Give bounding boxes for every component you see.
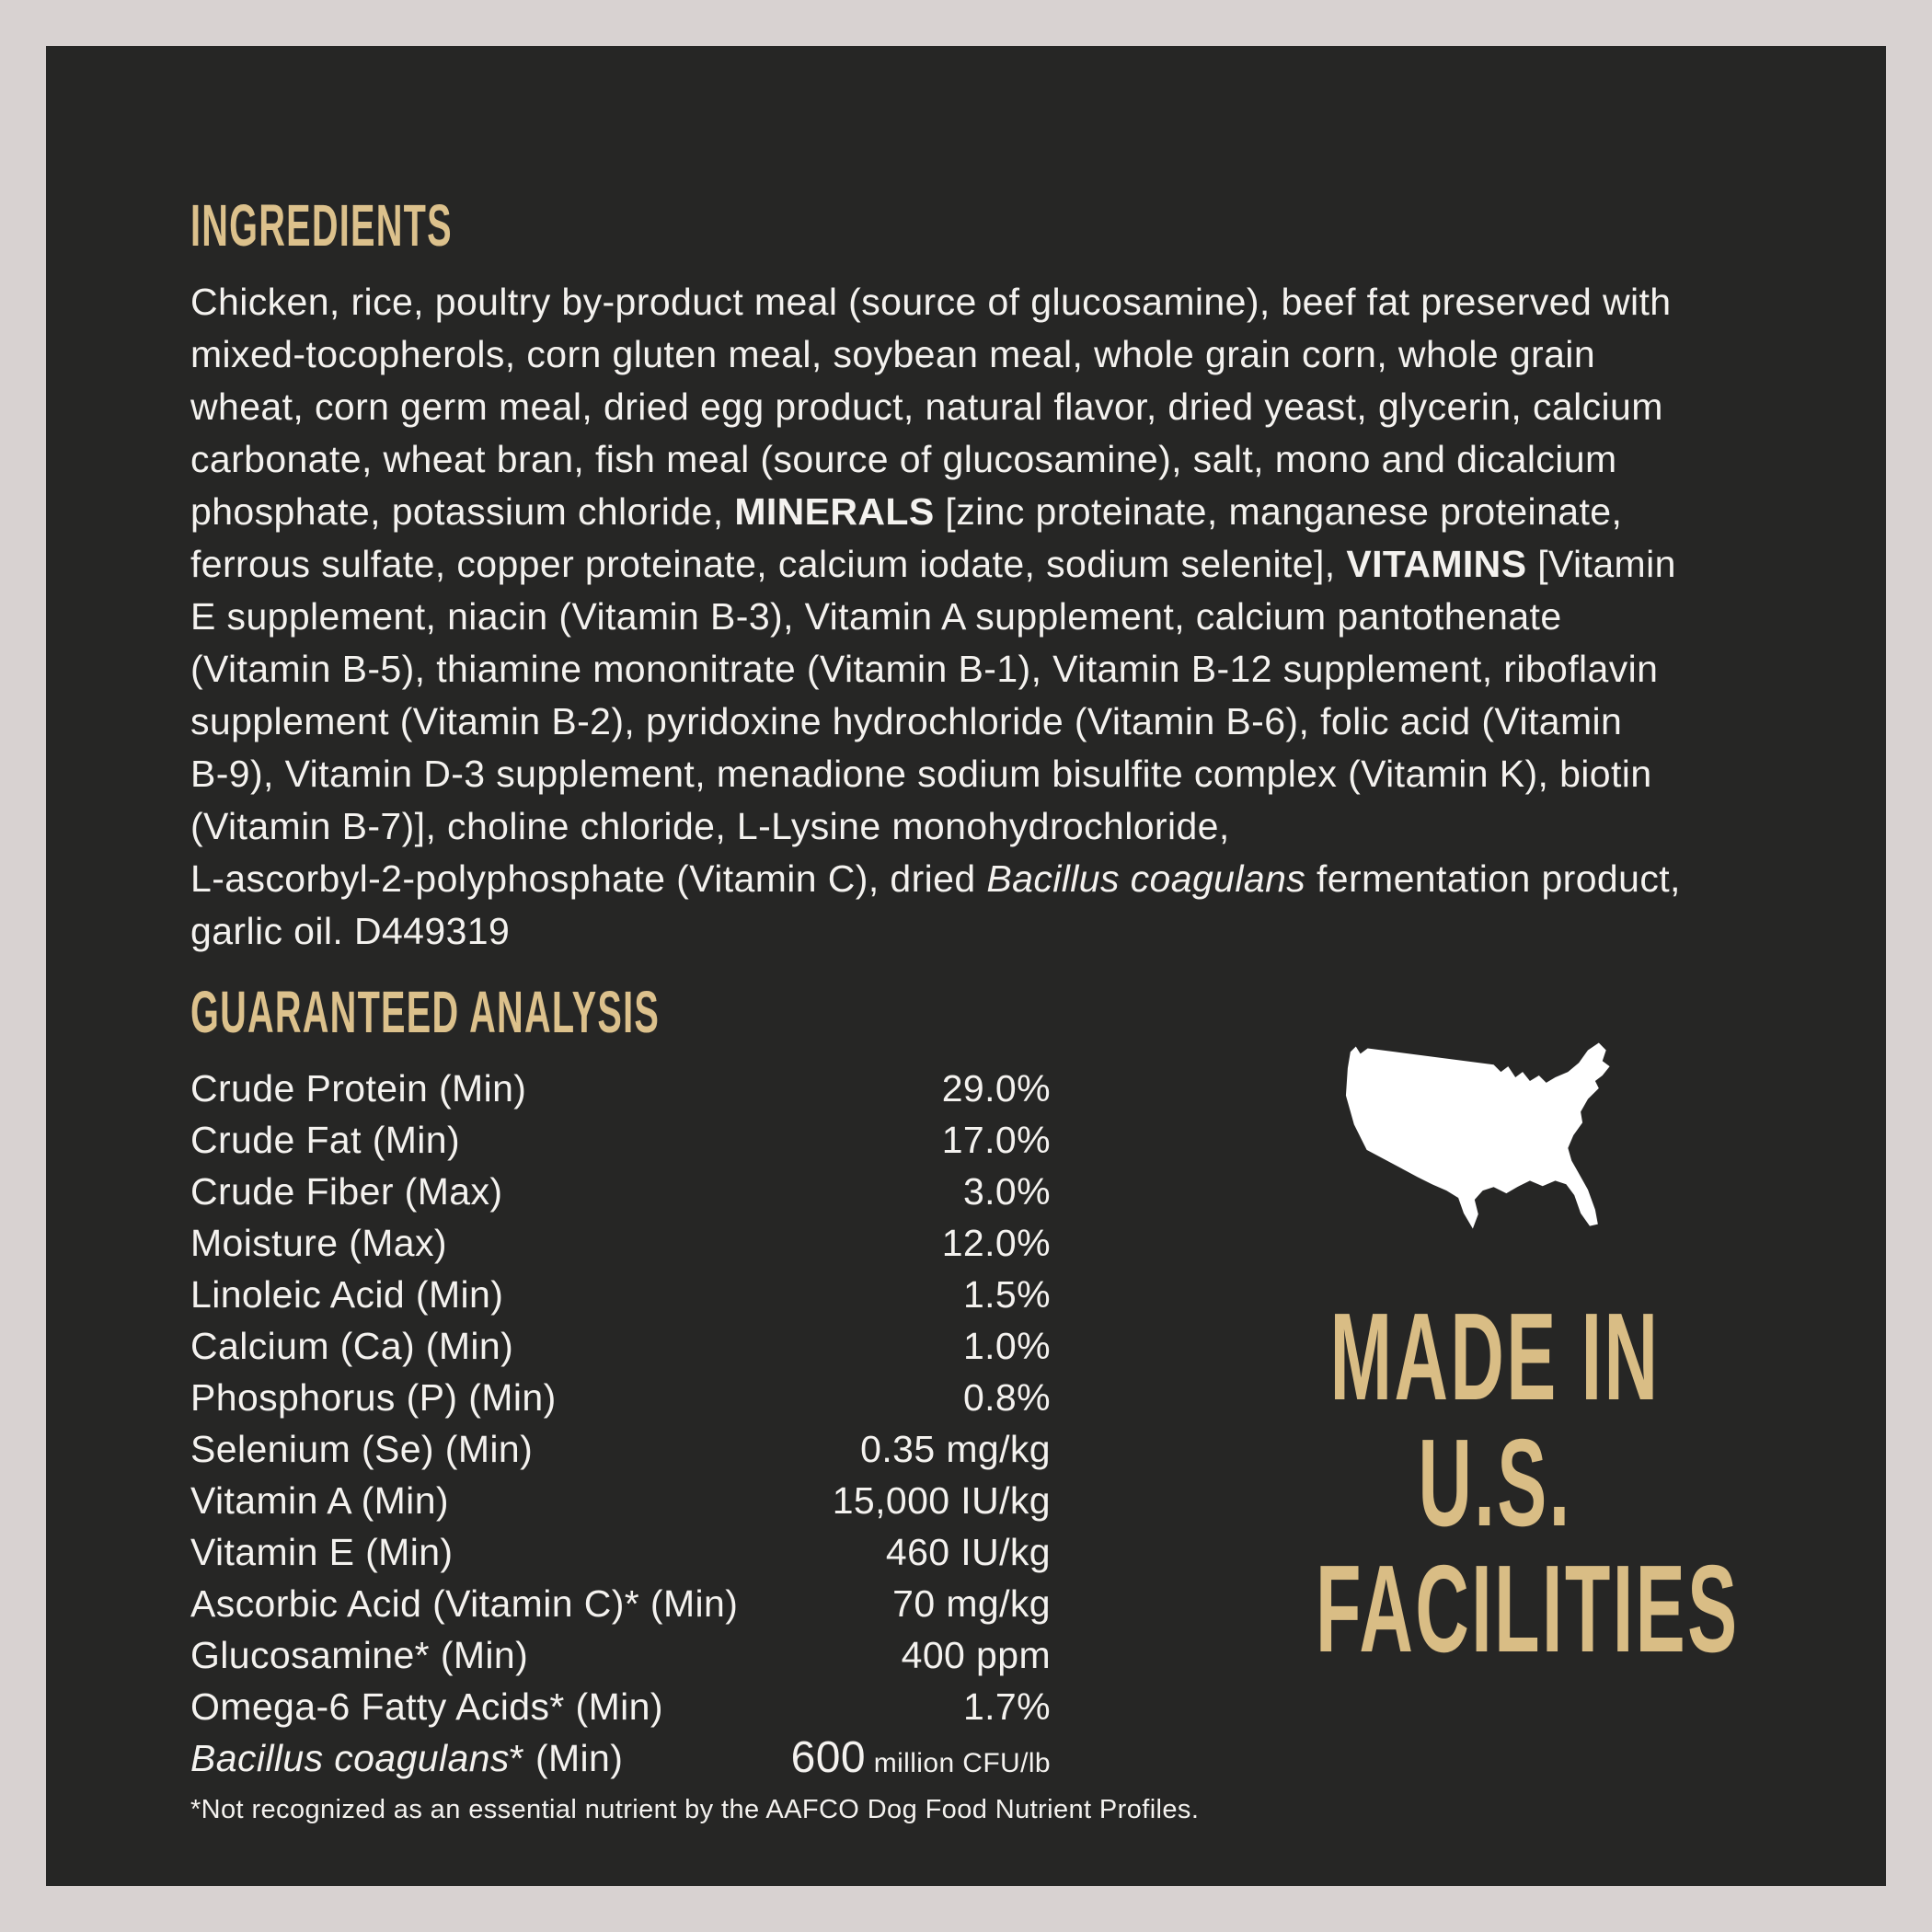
- guaranteed-analysis-table: [190, 1063, 1051, 1784]
- analysis-row: [190, 1578, 1051, 1629]
- made-in-us-badge: [1196, 1038, 1794, 1678]
- analysis-row-value: [963, 1681, 1051, 1732]
- analysis-row-label: [190, 1217, 447, 1269]
- us-line: U.S.: [1418, 1413, 1572, 1552]
- analysis-row-value: [963, 1269, 1051, 1320]
- text-segment: 0.35 mg/kg: [860, 1428, 1051, 1470]
- analysis-row-value: [942, 1063, 1051, 1114]
- ingredients-line: [190, 433, 1874, 486]
- analysis-row-label: [190, 1166, 502, 1217]
- ingredients-text: [190, 276, 1874, 958]
- text-segment: Phosphorus (P) (Min): [190, 1376, 557, 1419]
- analysis-row-label: [190, 1681, 663, 1732]
- text-segment: (Vitamin B-7)], choline chloride, L-Lysine monohydrochloride,: [190, 805, 1230, 847]
- text-segment: 17.0%: [941, 1119, 1051, 1161]
- label-panel: [46, 46, 1886, 1886]
- text-segment: Bacillus coagulans: [986, 857, 1306, 900]
- analysis-row: [190, 1114, 1051, 1166]
- usa-map-icon: [1341, 1038, 1650, 1240]
- text-segment: Moisture (Max): [190, 1222, 447, 1264]
- analysis-row: [190, 1217, 1051, 1269]
- text-segment: ferrous sulfate, copper proteinate, calcium iodate, sodium selenite],: [190, 543, 1347, 585]
- text-segment: Vitamin E (Min): [190, 1531, 454, 1573]
- text-segment: Glucosamine* (Min): [190, 1634, 529, 1676]
- text-segment: carbonate, wheat bran, fish meal (source of glucosamine), salt, mono and dicalcium: [190, 438, 1617, 480]
- ingredients-line: [190, 486, 1874, 538]
- text-segment: 70 mg/kg: [892, 1582, 1051, 1625]
- analysis-row: [190, 1372, 1051, 1423]
- text-segment: 3.0%: [962, 1170, 1051, 1213]
- text-segment: 460 IU/kg: [885, 1531, 1051, 1573]
- text-segment: 15,000 IU/kg: [832, 1479, 1051, 1522]
- ingredients-line: [190, 748, 1874, 800]
- text-segment: MINERALS: [734, 490, 935, 533]
- analysis-row-value: [963, 1320, 1051, 1372]
- text-segment: 0.8%: [962, 1376, 1051, 1419]
- text-segment: Calcium (Ca) (Min): [190, 1325, 514, 1367]
- aafco-footnote: *Not recognized as an essential nutrient by the AAFCO Dog Food Nutrient Profiles.: [190, 1795, 1200, 1824]
- made-in-line: MADE IN: [1329, 1287, 1661, 1426]
- ingredients-line: [190, 328, 1874, 381]
- ingredients-line: [190, 800, 1874, 853]
- text-segment: * (Min): [509, 1737, 624, 1779]
- analysis-row-label: [190, 1578, 738, 1629]
- facilities-line: FACILITIES: [1316, 1539, 1740, 1678]
- ingredients-heading-text: INGREDIENTS: [190, 192, 453, 259]
- analysis-row-value: [963, 1372, 1051, 1423]
- ingredients-line: [190, 381, 1874, 433]
- text-segment: Crude Protein (Min): [190, 1067, 527, 1110]
- text-segment: Omega-6 Fatty Acids* (Min): [190, 1685, 663, 1728]
- text-segment: phosphate, potassium chloride,: [190, 490, 735, 533]
- text-segment: 12.0%: [941, 1222, 1051, 1264]
- text-segment: mixed-tocopherols, corn gluten meal, soybean meal, whole grain corn, whole grain: [190, 333, 1596, 375]
- text-segment: [zinc proteinate, manganese proteinate,: [934, 490, 1623, 533]
- text-segment: E supplement, niacin (Vitamin B-3), Vitamin A supplement, calcium pantothenate: [190, 595, 1562, 638]
- text-segment: Selenium (Se) (Min): [190, 1428, 534, 1470]
- text-segment: VITAMINS: [1346, 543, 1527, 585]
- text-segment: 1.0%: [962, 1325, 1051, 1367]
- guaranteed-analysis-heading-text: GUARANTEED ANALYSIS: [190, 979, 661, 1045]
- text-segment: Ascorbic Acid (Vitamin C)* (Min): [190, 1582, 739, 1625]
- text-segment: 400 ppm: [901, 1634, 1051, 1676]
- text-segment: [Vitamin: [1526, 543, 1676, 585]
- ingredients-line: [190, 643, 1874, 696]
- ingredients-line: [190, 696, 1874, 748]
- analysis-row-label: [190, 1475, 449, 1526]
- made-in-us-text: [1316, 1287, 1740, 1678]
- analysis-row-label: [190, 1114, 460, 1166]
- analysis-row: [190, 1526, 1051, 1578]
- analysis-row: [190, 1423, 1051, 1475]
- text-segment: 600: [790, 1733, 866, 1782]
- text-segment: Crude Fat (Min): [190, 1119, 461, 1161]
- text-segment: 1.7%: [962, 1685, 1051, 1728]
- text-segment: B-9), Vitamin D-3 supplement, menadione sodium bisulfite complex (Vitamin K), biotin: [190, 753, 1652, 795]
- ingredients-heading: [190, 192, 613, 259]
- analysis-row: [190, 1320, 1051, 1372]
- analysis-row: [190, 1629, 1051, 1681]
- text-segment: (Vitamin B-5), thiamine mononitrate (Vitamin B-1), Vitamin B-12 supplement, riboflavin: [190, 648, 1659, 690]
- analysis-row: [190, 1063, 1051, 1114]
- text-segment: Bacillus coagulans: [190, 1737, 510, 1779]
- analysis-row-label: [190, 1320, 513, 1372]
- analysis-row-value: [791, 1732, 1051, 1784]
- analysis-row-label: [190, 1526, 453, 1578]
- text-segment: supplement (Vitamin B-2), pyridoxine hydrochloride (Vitamin B-6), folic acid (Vitamin: [190, 700, 1623, 742]
- analysis-row-label: [190, 1063, 526, 1114]
- text-segment: 1.5%: [962, 1273, 1051, 1316]
- analysis-row-value: [942, 1217, 1051, 1269]
- ingredients-line: [190, 853, 1874, 905]
- analysis-row-label: [190, 1732, 623, 1784]
- text-segment: million CFU/lb: [865, 1748, 1051, 1778]
- analysis-row-label: [190, 1629, 528, 1681]
- text-segment: garlic oil. D449319: [190, 910, 511, 952]
- text-segment: Crude Fiber (Max): [190, 1170, 503, 1213]
- analysis-row-value: [860, 1423, 1051, 1475]
- text-segment: Linoleic Acid (Min): [190, 1273, 504, 1316]
- analysis-row-value: [902, 1629, 1051, 1681]
- analysis-row-value: [892, 1578, 1051, 1629]
- ingredients-line: [190, 905, 1874, 958]
- ingredients-line: [190, 538, 1874, 591]
- text-segment: wheat, corn germ meal, dried egg product, natural flavor, dried yeast, glycerin, calcium: [190, 385, 1663, 428]
- analysis-row: [190, 1732, 1051, 1784]
- text-segment: Vitamin A (Min): [190, 1479, 449, 1522]
- guaranteed-analysis-heading: [190, 979, 948, 1045]
- analysis-row-label: [190, 1269, 503, 1320]
- analysis-row-label: [190, 1423, 533, 1475]
- analysis-row-value: [886, 1526, 1051, 1578]
- analysis-row-label: [190, 1372, 557, 1423]
- text-segment: Chicken, rice, poultry by-product meal (source of glucosamine), beef fat preserved with: [190, 281, 1672, 323]
- analysis-row: [190, 1681, 1051, 1732]
- analysis-row-value: [963, 1166, 1051, 1217]
- text-segment: 29.0%: [941, 1067, 1051, 1110]
- analysis-row-value: [942, 1114, 1051, 1166]
- analysis-row: [190, 1269, 1051, 1320]
- text-segment: fermentation product,: [1305, 857, 1681, 900]
- text-segment: L-ascorbyl-2-polyphosphate (Vitamin C), dried: [190, 857, 987, 900]
- ingredients-line: [190, 276, 1874, 328]
- analysis-row: [190, 1475, 1051, 1526]
- analysis-row-value: [833, 1475, 1051, 1526]
- ingredients-line: [190, 591, 1874, 643]
- analysis-row: [190, 1166, 1051, 1217]
